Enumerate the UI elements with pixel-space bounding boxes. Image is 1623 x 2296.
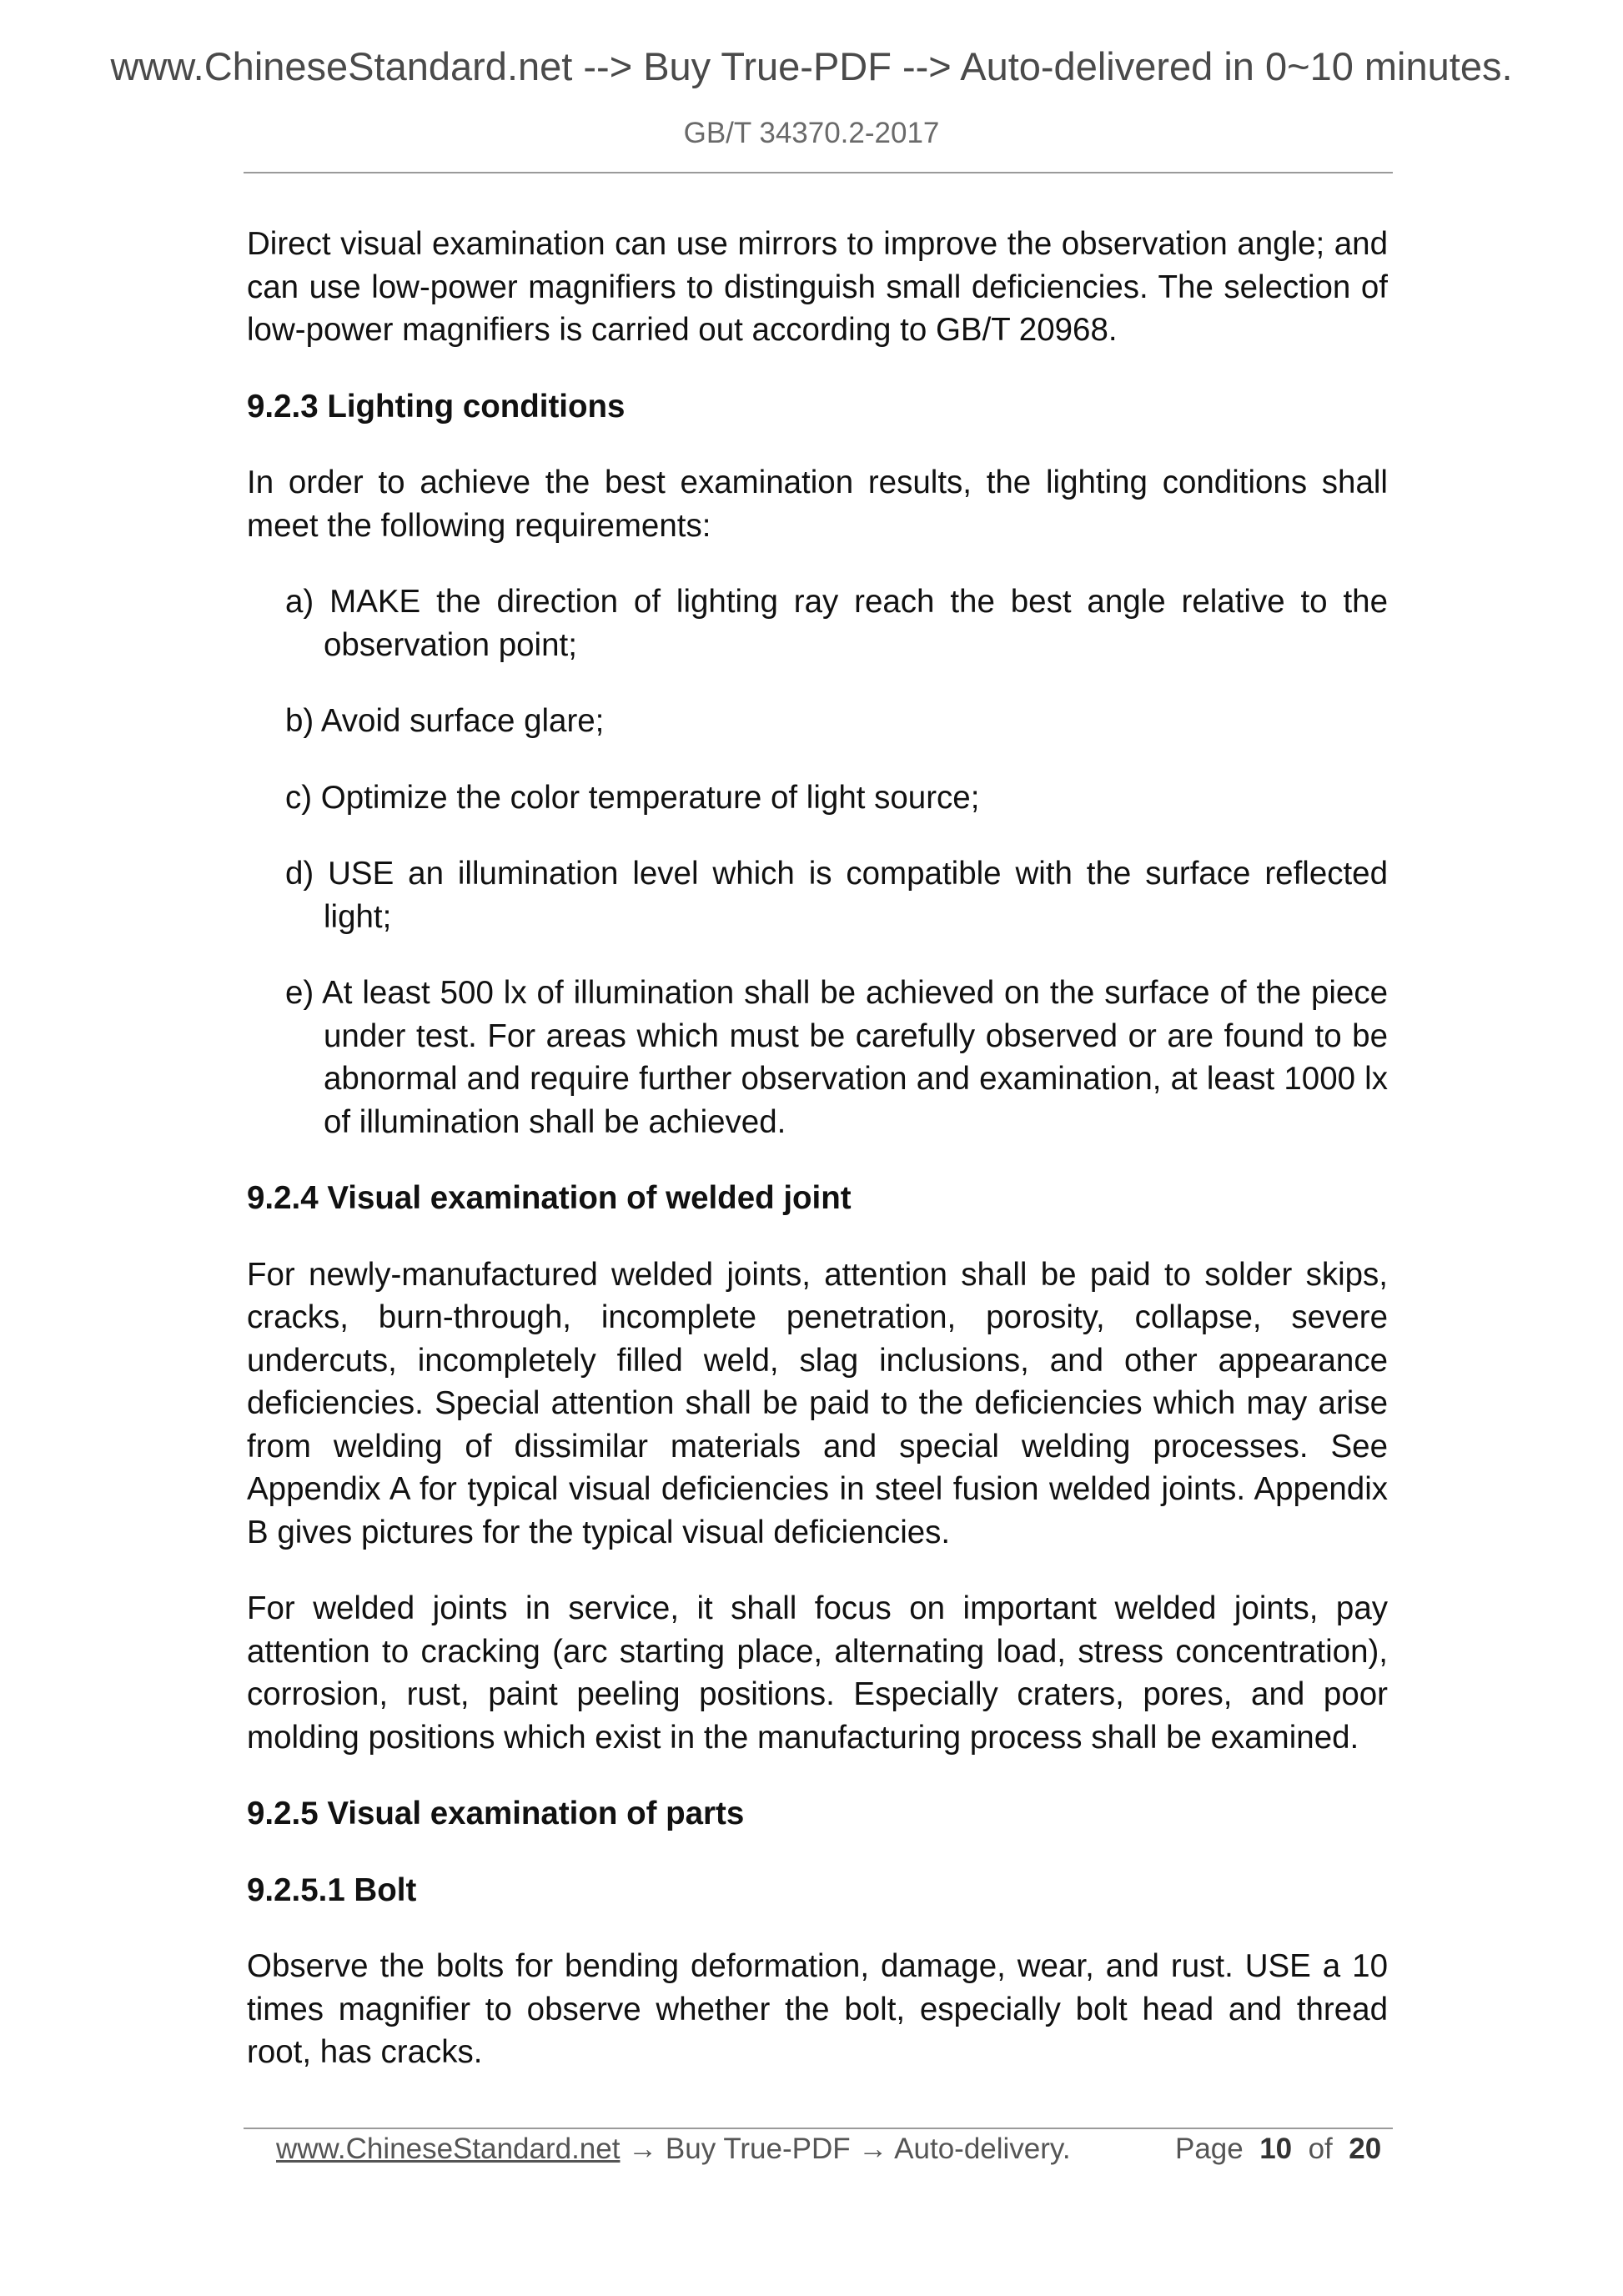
footer-promo bbox=[276, 2133, 1071, 2166]
page-label: Page bbox=[1175, 2133, 1244, 2165]
page-number: 10 bbox=[1259, 2133, 1293, 2165]
footer-buy-text: → Buy True-PDF → Auto-delivery. bbox=[620, 2133, 1071, 2165]
footer-site-link[interactable]: www.ChineseStandard.net bbox=[276, 2133, 621, 2165]
list-item-text: At least 500 lx of illumination shall be achieved on the surface of the piece under test. For areas which must be carefully observed or are found to be abnormal and require further observation and examination, at least 1000 lx of illumination shall be achieved. bbox=[322, 975, 1389, 1140]
list-marker: d) bbox=[285, 856, 314, 892]
page-content bbox=[247, 223, 1388, 2108]
footer-divider bbox=[244, 2128, 1393, 2129]
section-heading-9-2-4: 9.2.4 Visual examination of welded joint bbox=[247, 1180, 852, 1216]
total-pages: 20 bbox=[1349, 2133, 1382, 2165]
welded-joint-paragraph-in-service: For welded joints in service, it shall focus on important welded joints, pay attention to cracking (arc starting place, alternating load, stress concentration), corrosion, rust, paint peeling positions. Especially craters, pores, and poor molding positions which exist in the manufacturing process shall be examined. bbox=[247, 1590, 1388, 1756]
top-banner: www.ChineseStandard.net --> Buy True-PDF --> Auto-delivered in 0~10 minutes. bbox=[110, 44, 1513, 88]
lighting-intro-paragraph: In order to achieve the best examination results, the lighting conditions shall meet the following requirements: bbox=[247, 465, 1388, 544]
list-marker: b) bbox=[285, 703, 314, 739]
list-item-text: MAKE the direction of lighting ray reach the best angle relative to the observation point; bbox=[324, 584, 1389, 663]
list-marker: c) bbox=[285, 779, 313, 816]
list-item-b bbox=[247, 700, 1388, 743]
welded-joint-paragraph-new: For newly-manufactured welded joints, attention shall be paid to solder skips, cracks, burn-through, incomplete penetration, porosity, collapse, severe undercuts, incompletely filled weld, slag inclusions, and other appearance deficiencies. Special attention shall be paid to the deficiencies which may arise from welding of dissimilar materials and special welding processes. See Appendix A for typical visual deficiencies in steel fusion welded joints. Appendix B gives pictures for the typical visual deficiencies. bbox=[247, 1256, 1388, 1550]
document-code: GB/T 34370.2-2017 bbox=[683, 117, 940, 149]
header-divider bbox=[244, 172, 1393, 173]
list-item-a bbox=[247, 580, 1388, 666]
list-marker: e) bbox=[285, 975, 314, 1011]
list-item-c bbox=[247, 776, 1388, 820]
intro-paragraph: Direct visual examination can use mirrors to improve the observation angle; and can use low-power magnifiers to distinguish small deficiencies. The selection of low-power magnifiers is carried out according to GB/T 20968. bbox=[247, 226, 1388, 348]
bolt-paragraph: Observe the bolts for bending deformation, damage, wear, and rust. USE a 10 times magnifier to observe whether the bolt, especially bolt head and thread root, has cracks. bbox=[247, 1948, 1388, 2070]
list-item-text: USE an illumination level which is compatible with the surface reflected light; bbox=[324, 856, 1389, 935]
section-heading-9-2-3: 9.2.3 Lighting conditions bbox=[247, 388, 626, 425]
page-footer bbox=[0, 2133, 1623, 2174]
list-item-e bbox=[247, 972, 1388, 1143]
of-label: of bbox=[1308, 2133, 1333, 2165]
section-heading-9-2-5: 9.2.5 Visual examination of parts bbox=[247, 1796, 745, 1831]
page-indicator bbox=[1175, 2133, 1381, 2166]
list-item-text: Avoid surface glare; bbox=[320, 703, 605, 739]
list-item-d bbox=[247, 852, 1388, 938]
section-heading-9-2-5-1: 9.2.5.1 Bolt bbox=[247, 1871, 417, 1908]
list-item-text: Optimize the color temperature of light source; bbox=[320, 779, 980, 816]
list-marker: a) bbox=[285, 584, 314, 620]
